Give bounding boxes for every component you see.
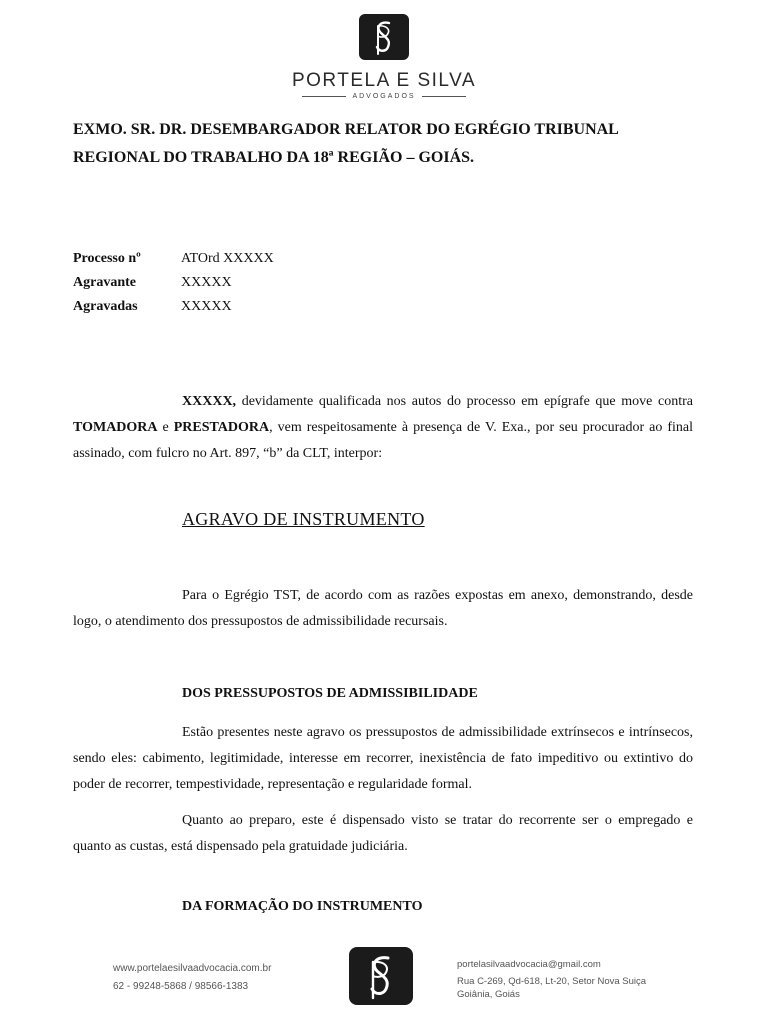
ps-monogram-footer-icon [349,947,413,1005]
firm-subtitle [0,93,768,100]
case-info [73,247,274,319]
case-value: XXXXX [181,275,232,290]
case-label: Processo nº [73,251,141,266]
case-row-appellees [73,295,274,319]
case-label: Agravadas [73,299,138,314]
firm-name: PORTELA E SILVA [291,70,477,91]
case-row-process [73,247,274,271]
letterhead-footer [0,940,768,1024]
party-name: XXXXX, [182,394,237,409]
footer-address-line-2: Goiânia, Goiás [457,989,520,1000]
divider [422,96,466,97]
divider [302,96,346,97]
addressee-heading [73,116,703,172]
intro-text: e [157,420,174,435]
intro-text: , vem respeitosamente à presença de V. Exa., por seu procurador ao final assinado, com fulcro no Art. 897, “b” da CLT, interpor: [73,420,694,461]
footer-phones: 62 - 99248-5868 / 98566-1383 [113,981,249,992]
footer-address [457,958,646,1001]
footer-website: www.portelaesilvaadvocacia.com.br [113,963,272,974]
section-heading-admissibility: DOS PRESSUPOSTOS DE ADMISSIBILIDADE [182,686,478,701]
addressee-line-2: REGIONAL DO TRABALHO DA 18ª REGIÃO – GOIÁS. [73,149,475,166]
case-row-appellant [73,271,274,295]
section-heading-instrument: DA FORMAÇÃO DO INSTRUMENTO [182,899,423,914]
addressee-line-1: EXMO. SR. DR. DESEMBARGADOR RELATOR DO EGRÉGIO TRIBUNAL [73,121,619,138]
intro-text: devidamente qualificada nos autos do processo em epígrafe que move contra [236,394,693,409]
case-value: XXXXX [181,299,232,314]
ps-monogram-logo-icon [359,14,409,60]
case-label: Agravante [73,275,136,290]
admissibility-paragraph: Estão presentes neste agravo os pressupostos de admissibilidade extrínsecos e intrínsecos, sendo eles: cabimento, legitimidade, interesse em recorrer, inexistência de fato impeditivo ou extintivo do poder de recorrer, tempestividade, representação e regularidade formal. [73,725,693,792]
case-value: ATOrd XXXXX [181,251,274,266]
tst-paragraph: Para o Egrégio TST, de acordo com as razões expostas em anexo, demonstrando, desde logo, o atendimento dos pressupostos de admissibilidade recursais. [73,588,693,629]
tomadora-label: TOMADORA [73,420,158,435]
footer-contact [113,960,271,996]
document-title: AGRAVO DE INSTRUMENTO [182,509,425,529]
prestadora-label: PRESTADORA [173,420,270,435]
footer-email: portelasilvaadvocacia@gmail.com [457,959,601,970]
footer-address-line-1: Rua C-269, Qd-618, Lt-20, Setor Nova Suiça [457,976,647,987]
preparo-paragraph: Quanto ao preparo, este é dispensado visto se tratar do recorrente ser o empregado e quanto as custas, está dispensado pela gratuidade judiciária. [73,813,693,854]
intro-paragraph [73,389,693,467]
firm-subtitle-text: ADVOGADOS [352,93,416,100]
letterhead [0,14,768,100]
